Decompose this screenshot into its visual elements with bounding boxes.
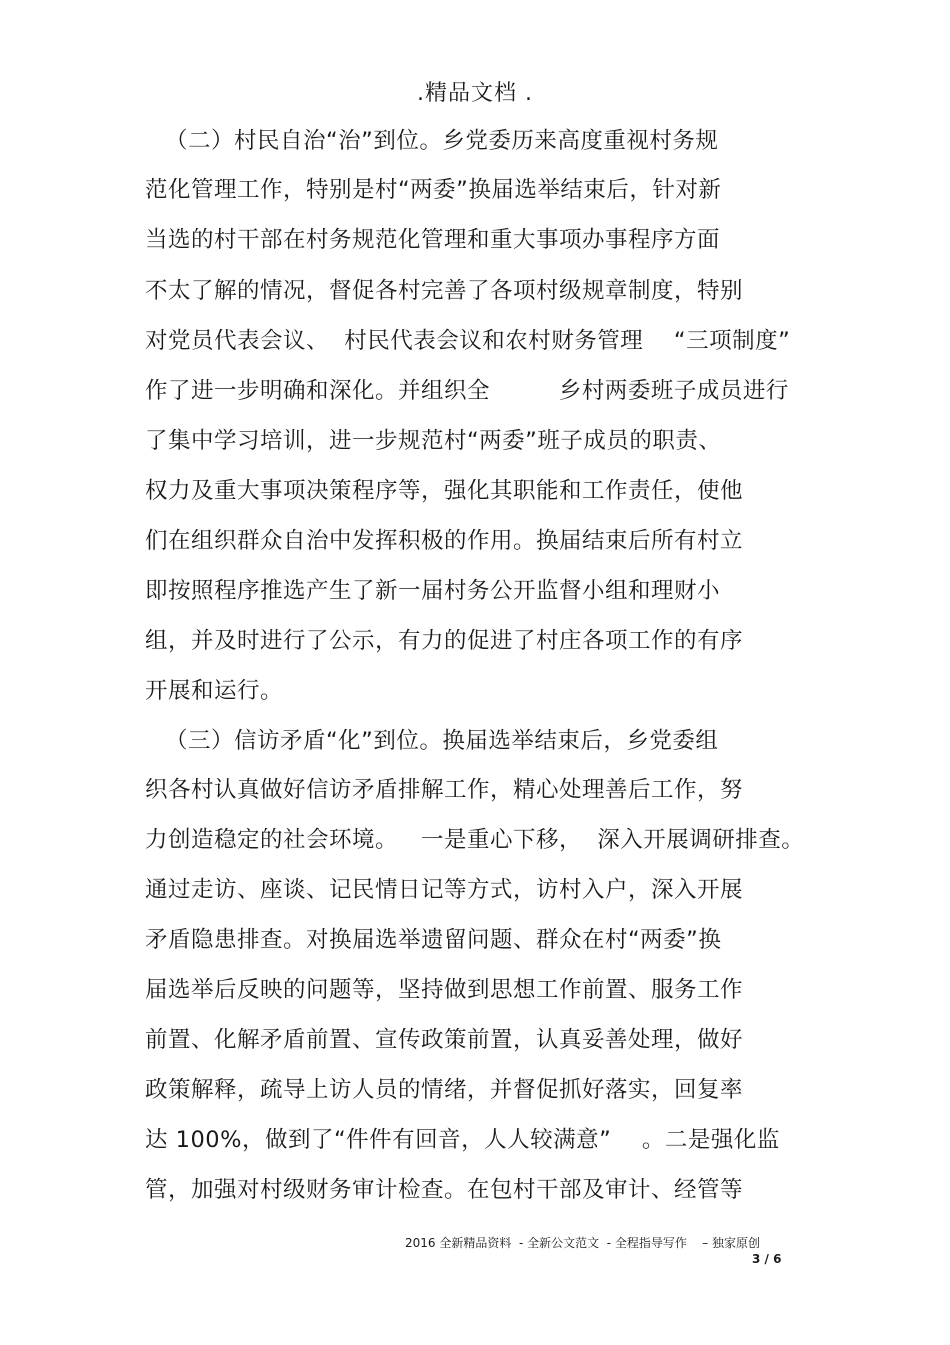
text-line: 组，并及时进行了公示，有力的促进了村庄各项工作的有序 <box>145 628 744 654</box>
text-line: （二）村民自治“治”到位。乡党委历来高度重视村务规 <box>165 128 719 154</box>
text-line: （三）信访矛盾“化”到位。换届选举结束后，乡党委组 <box>165 728 719 754</box>
text-line: 织各村认真做好信访矛盾排解工作，精心处理善后工作，努 <box>145 777 744 803</box>
text-line: 作了进一步明确和深化。并组织全 乡村两委班子成员进行 <box>145 378 789 404</box>
page-header: .精品文档 . <box>417 81 533 106</box>
text-line: 了集中学习培训，进一步规范村“两委”班子成员的职责、 <box>145 428 722 454</box>
text-line: 管，加强对村级财务审计检查。在包村干部及审计、经管等 <box>145 1177 744 1203</box>
text-line: 对党员代表会议、 村民代表会议和农村财务管理 “三项制度” <box>145 328 791 354</box>
text-line: 力创造稳定的社会环境。 一是重心下移， 深入开展调研排查。 <box>145 827 805 853</box>
text-line: 政策解释，疏导上访人员的情绪，并督促抓好落实，回复率 <box>145 1077 744 1103</box>
text-line: 通过走访、座谈、记民情日记等方式，访村入户，深入开展 <box>145 877 744 903</box>
text-line: 当选的村干部在村务规范化管理和重大事项办事程序方面 <box>145 227 721 253</box>
text-line: 届选举后反映的问题等，坚持做到思想工作前置、服务工作 <box>145 977 744 1003</box>
text-line: 前置、化解矛盾前置、宣传政策前置，认真妥善处理，做好 <box>145 1027 744 1053</box>
text-line: 开展和运行。 <box>145 678 284 704</box>
text-line: 权力及重大事项决策程序等，强化其职能和工作责任，使他 <box>145 478 744 504</box>
text-line: 达 100%，做到了“件件有回音，人人较满意” 。二是强化监 <box>145 1127 780 1153</box>
text-line: 矛盾隐患排查。对换届选举遗留问题、群众在村“两委”换 <box>145 927 722 953</box>
text-line: 即按照程序推选产生了新一届村务公开监督小组和理财小 <box>145 578 721 604</box>
page-number: 3 / 6 <box>752 1252 782 1266</box>
text-line: 不太了解的情况，督促各村完善了各项村级规章制度，特别 <box>145 278 744 304</box>
page-footer: 2016 全新精品资料 - 全新公文范文 - 全程指导写作 – 独家原创 <box>405 1236 760 1250</box>
text-line: 们在组织群众自治中发挥积极的作用。换届结束后所有村立 <box>145 528 744 554</box>
text-line: 范化管理工作，特别是村“两委”换届选举结束后，针对新 <box>145 177 722 203</box>
